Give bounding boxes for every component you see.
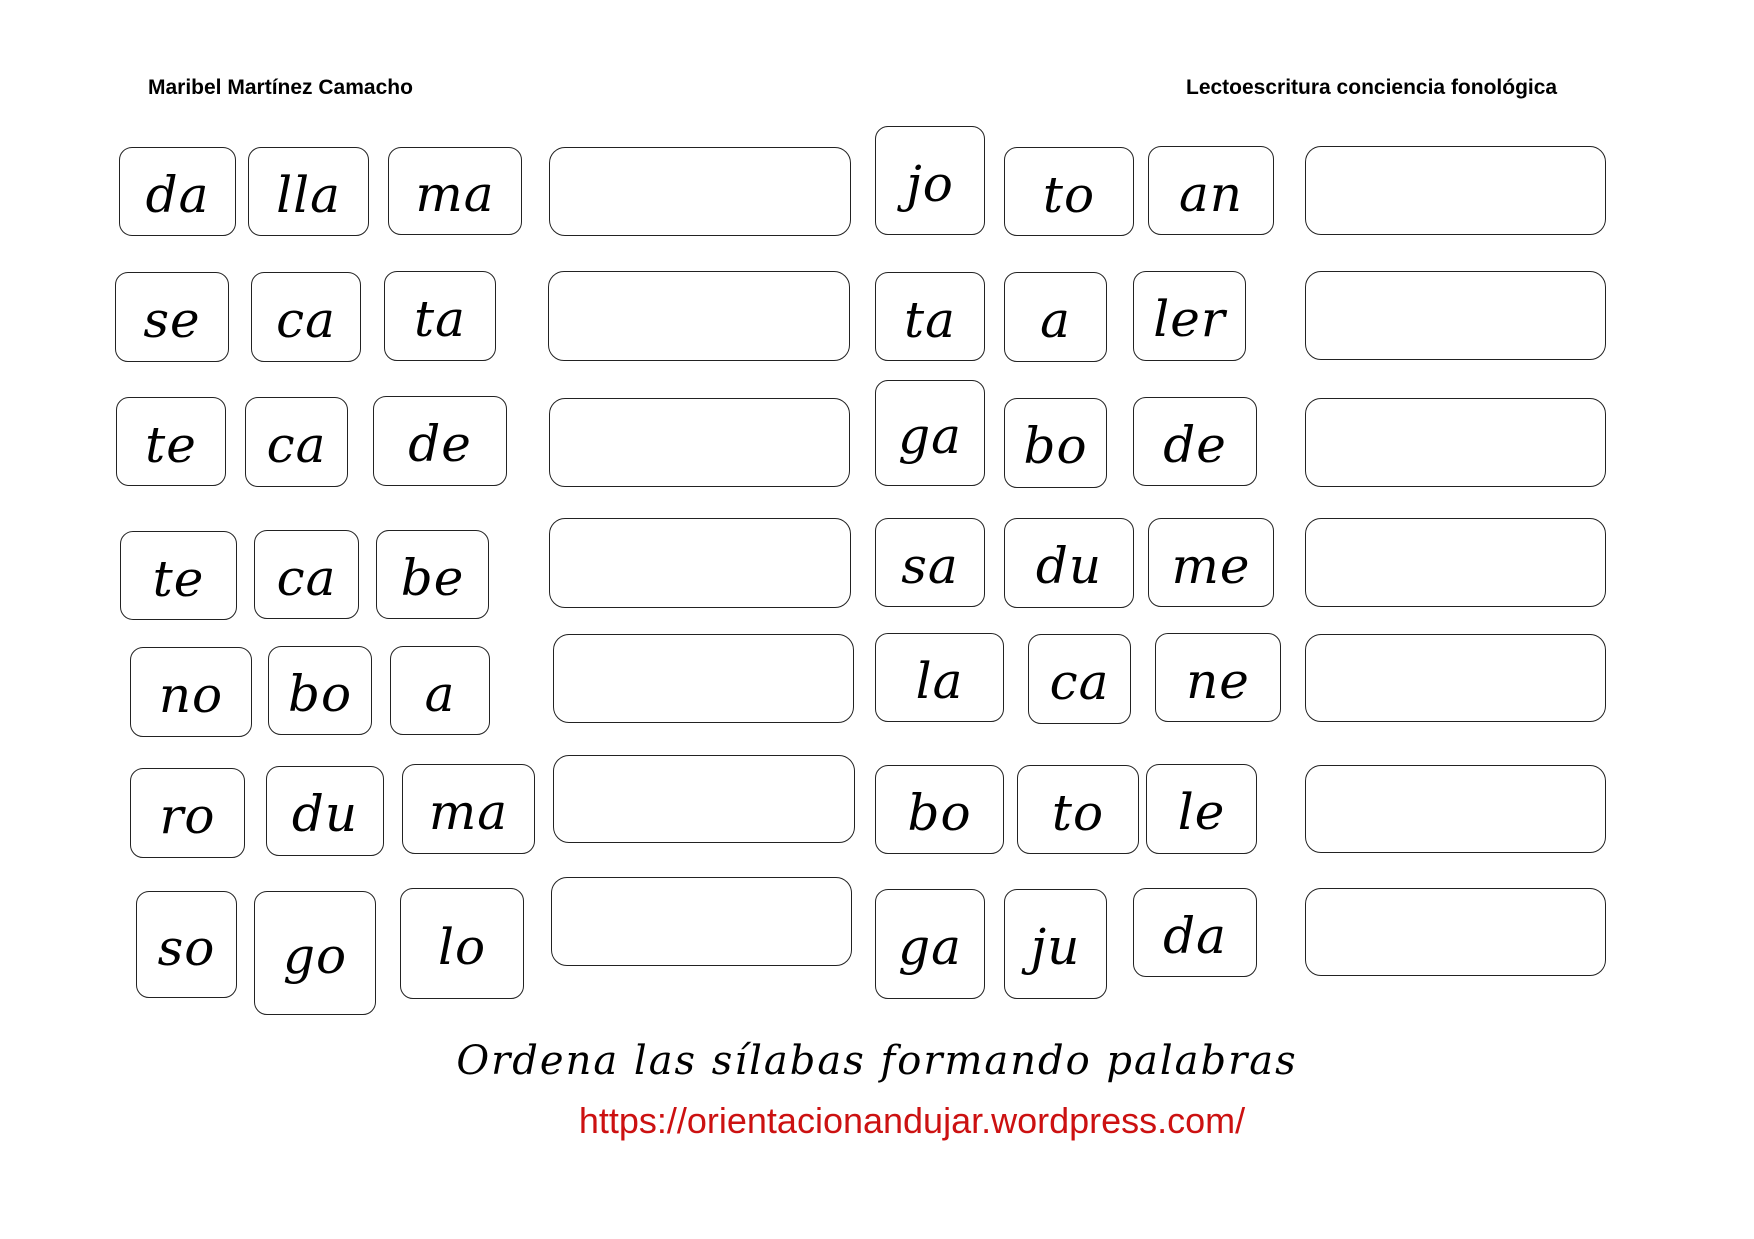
syllable-tile: du <box>1004 518 1134 608</box>
answer-box[interactable] <box>1305 765 1606 853</box>
answer-box[interactable] <box>1305 888 1606 976</box>
syllable-tile: no <box>130 647 252 737</box>
syllable-tile: lo <box>400 888 524 999</box>
answer-box[interactable] <box>551 877 852 966</box>
syllable-tile: ro <box>130 768 245 858</box>
answer-box[interactable] <box>549 147 851 236</box>
syllable-tile: ler <box>1133 271 1246 361</box>
answer-box[interactable] <box>549 518 851 608</box>
syllable-tile: ta <box>384 271 496 361</box>
syllable-tile: ju <box>1004 889 1107 999</box>
syllable-tile: lla <box>248 147 369 236</box>
syllable-tile: me <box>1148 518 1274 607</box>
answer-box[interactable] <box>549 398 850 487</box>
syllable-tile: ma <box>388 147 522 235</box>
syllable-tile: da <box>119 147 236 236</box>
syllable-tile: du <box>266 766 384 856</box>
syllable-tile: bo <box>268 646 372 735</box>
answer-box[interactable] <box>1305 634 1606 722</box>
syllable-tile: to <box>1017 765 1139 854</box>
syllable-tile: da <box>1133 888 1257 977</box>
syllable-tile: ma <box>402 764 535 854</box>
syllable-tile: la <box>875 633 1004 722</box>
worksheet-subject: Lectoescritura conciencia fonológica <box>1186 76 1558 99</box>
syllable-tile: le <box>1146 764 1257 854</box>
syllable-tile: ne <box>1155 633 1281 722</box>
syllable-tile: ta <box>875 272 985 361</box>
syllable-tile: an <box>1148 146 1274 235</box>
instruction-text: Ordena las sílabas formando palabras <box>456 1038 1298 1084</box>
answer-box[interactable] <box>548 271 850 361</box>
answer-box[interactable] <box>1305 398 1606 487</box>
syllable-tile: ca <box>1028 634 1131 724</box>
source-url[interactable]: https://orientacionandujar.wordpress.com/ <box>578 1100 1246 1141</box>
syllable-tile: jo <box>875 126 985 235</box>
syllable-tile: ca <box>251 272 361 362</box>
answer-box[interactable] <box>1305 271 1606 360</box>
answer-box[interactable] <box>553 755 855 843</box>
syllable-tile: go <box>254 891 376 1015</box>
syllable-tile: sa <box>875 518 985 607</box>
syllable-tile: te <box>120 531 237 620</box>
syllable-tile: a <box>1004 272 1107 362</box>
answer-box[interactable] <box>1305 518 1606 607</box>
syllable-tile: bo <box>1004 398 1107 488</box>
syllable-tile: de <box>373 396 507 486</box>
syllable-tile: to <box>1004 147 1134 236</box>
syllable-tile: so <box>136 891 237 998</box>
syllable-tile: de <box>1133 397 1257 486</box>
syllable-tile: ga <box>875 889 985 999</box>
syllable-tile: te <box>116 397 226 486</box>
syllable-tile: ca <box>245 397 348 487</box>
syllable-tile: ca <box>254 530 359 619</box>
syllable-tile: a <box>390 646 490 735</box>
syllable-tile: bo <box>875 765 1004 854</box>
syllable-tile: be <box>376 530 489 619</box>
syllable-tile: se <box>115 272 229 362</box>
answer-box[interactable] <box>553 634 854 723</box>
syllable-tile: ga <box>875 380 985 486</box>
answer-box[interactable] <box>1305 146 1606 235</box>
author-name: Maribel Martínez Camacho <box>148 76 413 99</box>
